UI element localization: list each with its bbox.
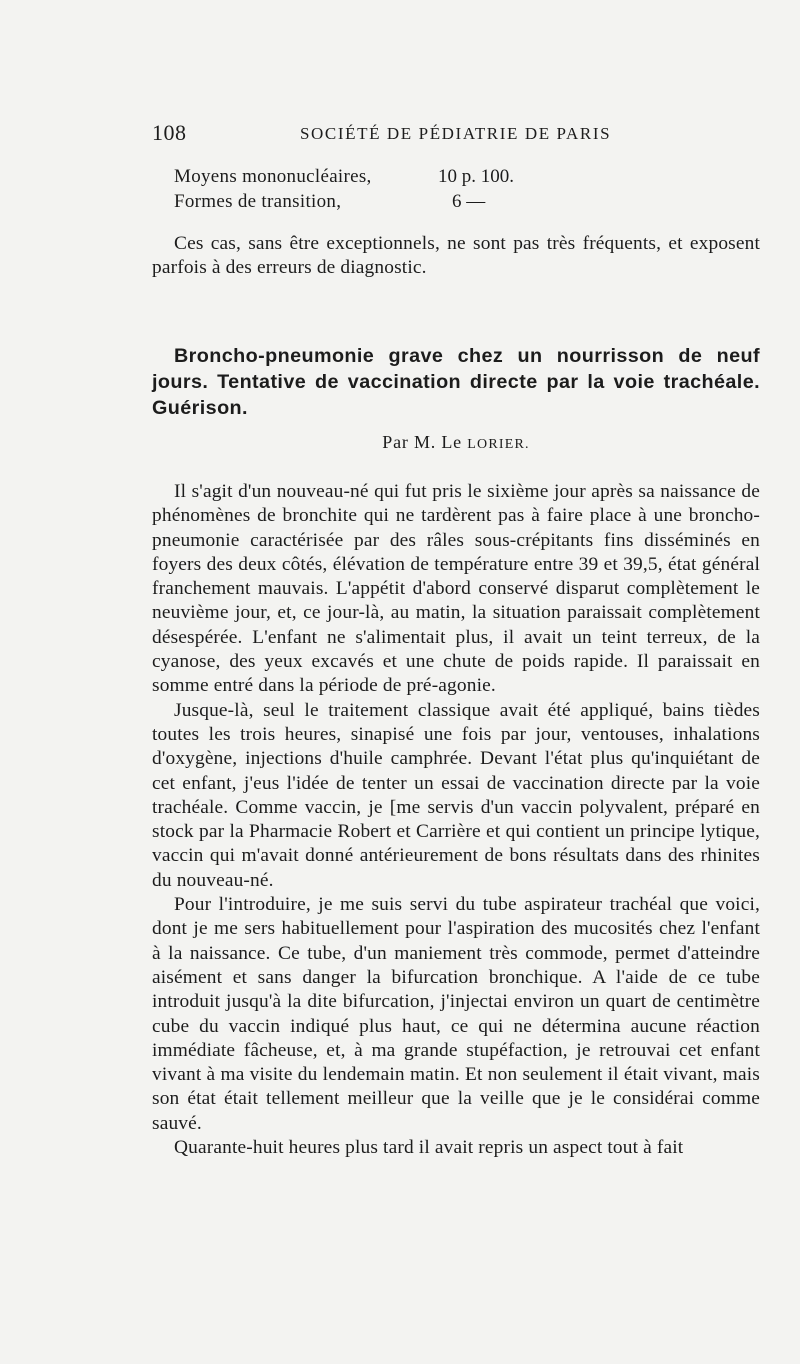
body-paragraph: Il s'agit d'un nouveau-né qui fut pris le sixième jour après sa naissance de phénomènes de bronchite qui ne tardèrent pas à faire place à une broncho-pneumonie caractérisée par des râles sous-crépitants fins disséminés en foyers des deux côtés, élévation de température entre 39 et 39,5, état général franchement mauvais. L'appétit d'abord conservé disparut complètement le neuvième jour, et, ce jour-là, au matin, la situation paraissait complètement désespérée. L'enfant ne s'alimentait plus, il avait un teint terreux, de la cyanose, des yeux excavés et une chute de poids rapide. Il paraissait en somme entré dans la période de pré-agonie.: [152, 481, 760, 697]
stat-value: 6 —: [452, 191, 486, 212]
body-paragraph: Jusque-là, seul le traitement classique avait été appliqué, bains tièdes toutes les trois heures, sinapisé une fois par jour, ventouses, inhalations d'oxygène, injections d'huile camphrée. Devant l'état plus qu'inquiétant de cet enfant, j'eus l'idée de tenter un essai de vaccination directe par la voie trachéale. Comme vaccin, je [me servis d'un vaccin polyvalent, préparé en stock par la Pharmacie Robert et Carrière et qui contient un principe lytique, vaccin qui m'avait donné antérieurement de bons résultats dans des rhinites du nouveau-né.: [152, 699, 760, 891]
body-paragraph: Pour l'introduire, je me suis servi du tube aspirateur trachéal que voici, dont je me sers habituellement pour l'aspiration des mucosités chez l'enfant à la naissance. Ce tube, d'un maniement très commode, permet d'atteindre aisément et sans danger la bifurcation bronchique. A l'aide de ce tube introduit jusqu'à la dite bifurcation, j'injectai environ un quart de centimètre cube du vaccin indiqué plus haut, ce qui ne détermina aucune réaction immédiate fâcheuse, et, à ma grande stupéfaction, je retrouvai cet enfant vivant à ma visite du lendemain matin. Et non seulement il était vivant, mais son état était tellement meilleur que la veille que je le considérai comme sauvé.: [152, 894, 760, 1134]
intro-paragraph: [152, 232, 760, 281]
article-body: [152, 480, 760, 1160]
running-head: SOCIÉTÉ DE PÉDIATRIE DE PARIS: [300, 124, 612, 143]
article-author: [152, 432, 760, 453]
author-prefix: Par M. Le: [382, 432, 468, 452]
cell-count-table: [174, 164, 734, 214]
table-row: [174, 164, 734, 189]
stat-value: 10 p. 100.: [438, 166, 514, 187]
body-paragraph: Quarante-huit heures plus tard il avait repris un aspect tout à fait: [174, 1137, 684, 1159]
intro-paragraph-text: Ces cas, sans être exceptionnels, ne sont pas très fréquents, et exposent parfois à des erreurs de diagnostic.: [152, 233, 760, 279]
stat-label: Formes de transition,: [174, 191, 342, 212]
page-number: 108: [152, 120, 187, 145]
table-row: [174, 189, 734, 214]
stat-label: Moyens mononucléaires,: [174, 166, 372, 187]
article-title: [152, 343, 760, 421]
author-name: LORIER.: [467, 437, 530, 452]
page-header: [152, 120, 752, 150]
article-title-text: Broncho-pneumonie grave chez un nourrisson de neuf jours. Tentative de vaccination directe par la voie trachéale. Guérison.: [152, 345, 760, 419]
